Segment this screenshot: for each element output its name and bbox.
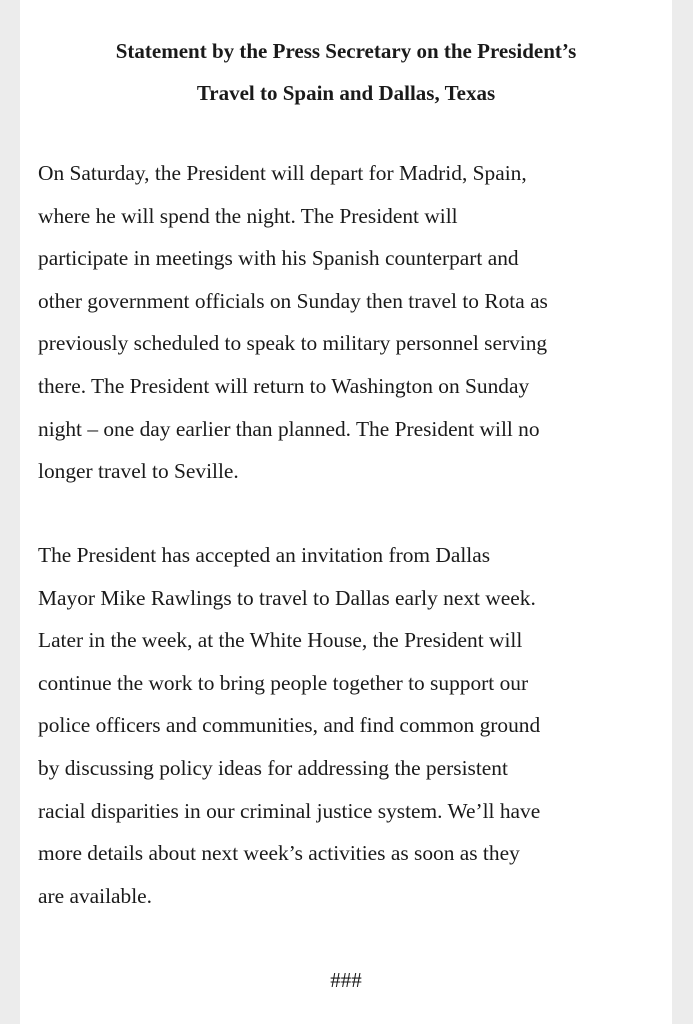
text-line: police officers and communities, and find common ground	[38, 713, 541, 738]
text-line: continue the work to bring people together to support our	[38, 670, 529, 695]
paragraph-dallas-travel	[38, 534, 666, 917]
text-line: participate in meetings with his Spanish counterpart and	[38, 246, 519, 271]
statement-page	[20, 0, 672, 1024]
statement-title	[20, 30, 672, 114]
text-line: other government officials on Sunday then travel to Rota as	[38, 288, 548, 313]
text-line: previously scheduled to speak to military personnel serving	[38, 331, 548, 356]
text-line: by discussing policy ideas for addressing the persistent	[38, 755, 508, 780]
text-line: there. The President will return to Washington on Sunday	[38, 373, 530, 398]
text-line: longer travel to Seville.	[38, 459, 239, 484]
text-line: are available.	[38, 883, 153, 908]
text-line: Mayor Mike Rawlings to travel to Dallas early next week.	[38, 585, 536, 610]
end-mark: ###	[330, 968, 362, 992]
text-line: On Saturday, the President will depart for Madrid, Spain,	[38, 161, 527, 185]
title-line: Statement by the Press Secretary on the President’s	[115, 39, 577, 63]
text-line: more details about next week’s activities as soon as they	[38, 841, 520, 866]
text-line: night – one day earlier than planned. The President will no	[38, 416, 540, 441]
text-line: Later in the week, at the White House, the President will	[38, 628, 523, 653]
text-line: where he will spend the night. The President will	[38, 203, 458, 228]
title-line: Travel to Spain and Dallas, Texas	[196, 81, 496, 105]
paragraph-spain-travel	[38, 152, 666, 493]
text-line: The President has accepted an invitation from Dallas	[38, 543, 491, 567]
text-line: racial disparities in our criminal justice system. We’ll have	[38, 798, 541, 823]
